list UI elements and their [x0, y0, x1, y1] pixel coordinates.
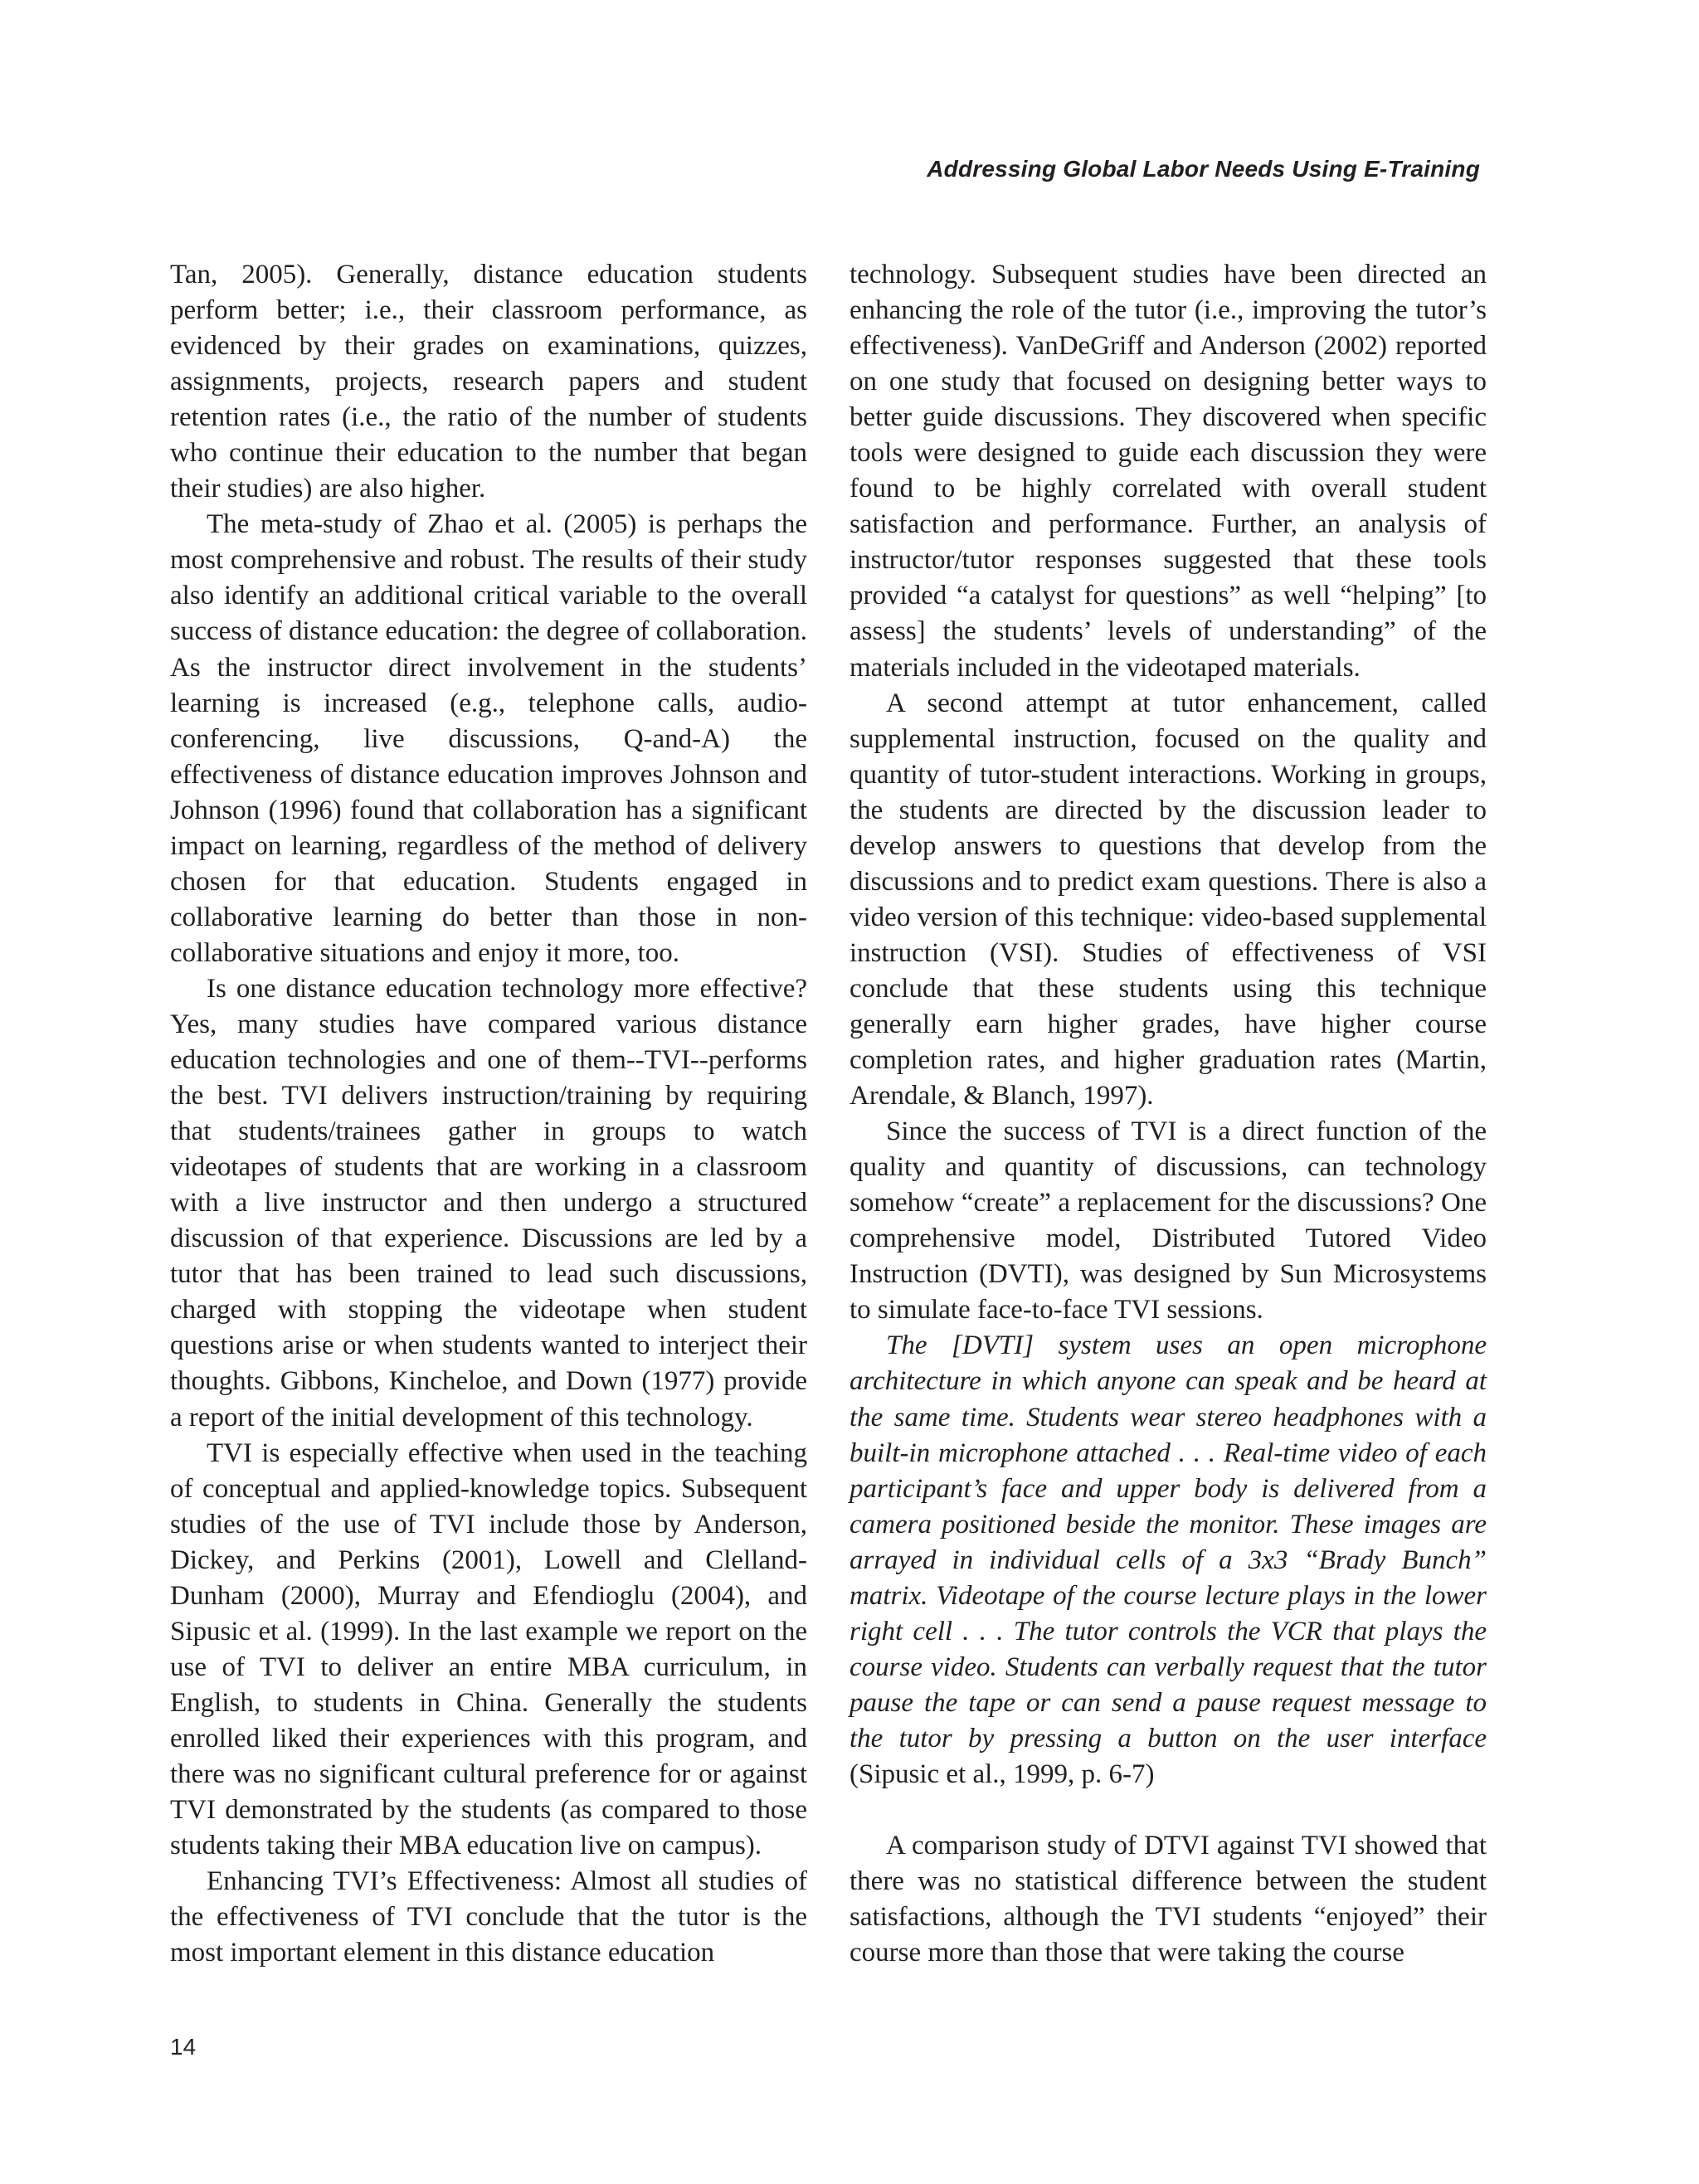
block-quote-citation: (Sipusic et al., 1999, p. 6-7): [850, 1758, 1155, 1789]
page-number: 14: [170, 2034, 197, 2060]
block-quote-text: The [DVTI] system uses an open microphone architecture in which anyone can speak and be heard at the same time. Students wear stereo headphones with a built-in microphone attached . . . Real-time video of each participant’s face and upper body is delivered from a camera positioned beside the monitor. These images are arrayed in individual cells of a 3x3 “Brady Bunch” matrix. Videotape of the course lecture plays in the lower right cell . . . The tutor controls the VCR that plays the course video. Students can verbally request that the tutor pause the tape or can send a pause request message to the tutor by pressing a button on the user interface: [850, 1330, 1487, 1754]
paragraph: Enhancing TVI’s Effectiveness: Almost all studies of the effectiveness of TVI conclude that the tutor is the most important element in this distance education: [170, 1866, 807, 1968]
paragraph: technology. Subsequent studies have been directed an enhancing the role of the tutor (i.e., improving the tutor’s effectiveness). VanDeGriff and Anderson (2002) reported on one study that focused on designing better ways to better guide discussions. They discovered when specific tools were designed to guide each discussion they were found to be highly correlated with overall student satisfaction and performance. Further, an analysis of instructor/tutor responses suggested that these tools provided “a catalyst for questions” as well “helping” [to assess] the students’ levels of understanding” of the materials included in the videotaped materials.: [850, 260, 1487, 683]
paragraph: Since the success of TVI is a direct function of the quality and quantity of discussions, can technology somehow “create” a replacement for the discussions? One comprehensive model, Distributed Tutored Video Instruction (DVTI), was designed by Sun Microsystems to simulate face-to-face TVI sessions.: [850, 1116, 1487, 1325]
running-header: Addressing Global Labor Needs Using E-Training: [927, 156, 1480, 182]
paragraph: Tan, 2005). Generally, distance education students perform better; i.e., their classroom performance, as evidenced by their grades on examinations, quizzes, assignments, projects, research papers and student retention rates (i.e., the ratio of the number of students who continue their education to the number that began their studies) are also higher.: [170, 260, 807, 504]
left-column: [170, 257, 807, 1971]
block-quote: [850, 1328, 1487, 1792]
paragraph: Is one distance education technology more effective? Yes, many studies have compared various distance education technologies and one of them--TVI--performs the best. TVI delivers instruction/training by requiring that students/trainees gather in groups to watch videotapes of students that are working in a classroom with a live instructor and then undergo a structured discussion of that experience. Discussions are led by a tutor that has been trained to lead such discussions, charged with stopping the videotape when student questions arise or when students wanted to interject their thoughts. Gibbons, Kincheloe, and Down (1977) provide a report of the initial development of this technology.: [170, 973, 807, 1432]
right-column: [850, 257, 1487, 1971]
paragraph: A second attempt at tutor enhancement, called supplemental instruction, focused on the quality and quantity of tutor-student interactions. Working in groups, the students are directed by the discussion leader to develop answers to questions that develop from the discussions and to predict exam questions. There is also a video version of this technique: video-based supplemental instruction (VSI). Studies of effectiveness of VSI conclude that these students using this technique generally earn higher grades, have higher course completion rates, and higher graduation rates (Martin, Arendale, & Blanch, 1997).: [850, 688, 1487, 1111]
paragraph: TVI is especially effective when used in the teaching of conceptual and applied-knowledge topics. Subsequent studies of the use of TVI include those by Anderson, Dickey, and Perkins (2001), Lowell and Clelland-Dunham (2000), Murray and Efendioglu (2004), and Sipusic et al. (1999). In the last example we report on the use of TVI to deliver an entire MBA curriculum, in English, to students in China. Generally the students enrolled liked their experiences with this program, and there was no significant cultural preference for or against TVI demonstrated by the students (as compared to those students taking their MBA education live on campus).: [170, 1437, 807, 1861]
paragraph: The meta-study of Zhao et al. (2005) is perhaps the most comprehensive and robust. The results of their study also identify an additional critical variable to the overall success of distance education: the degree of collaboration. As the instructor direct involvement in the students’ learning is increased (e.g., telephone calls, audio-conferencing, live discussions, Q-and-A) the effectiveness of distance education improves Johnson and Johnson (1996) found that collaboration has a significant impact on learning, regardless of the method of delivery chosen for that education. Students engaged in collaborative learning do better than those in non-collaborative situations and enjoy it more, too.: [170, 509, 807, 968]
paragraph: A comparison study of DTVI against TVI showed that there was no statistical difference between the student satisfactions, although the TVI students “enjoyed” their course more than those that were taking the course: [850, 1831, 1487, 1968]
